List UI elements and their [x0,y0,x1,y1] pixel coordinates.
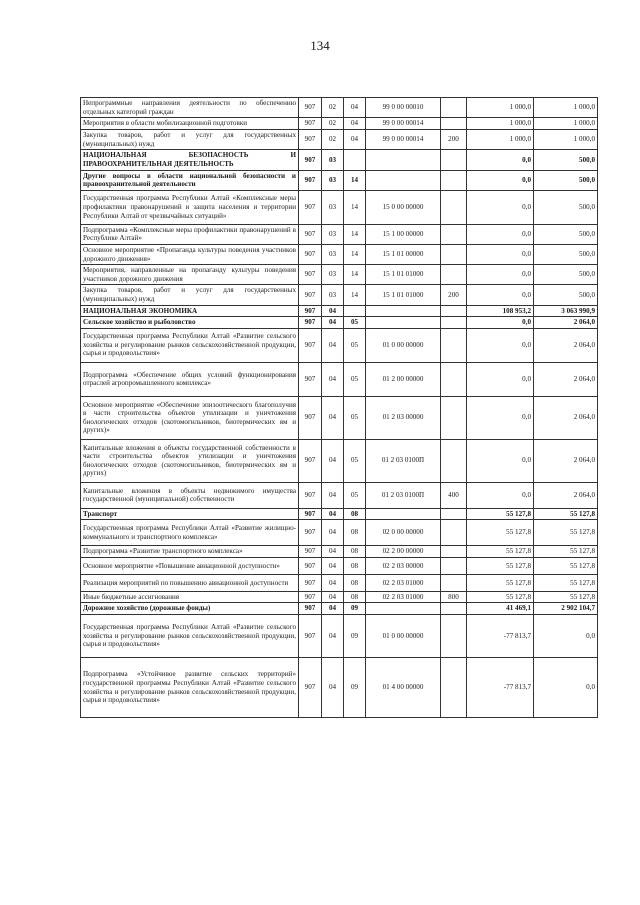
row-sum-2: 2 902 104,7 [534,603,598,615]
row-rz: 04 [322,546,344,558]
row-pr: 04 [344,98,366,118]
row-sum-1: -77 813,7 [467,615,534,658]
table-row [81,362,598,396]
row-sum-1: 1 000,0 [467,98,534,118]
row-csr: 01 0 00 00000 [366,328,441,362]
row-grbs: 907 [299,439,322,482]
row-name: Мероприятия, направленные на пропаганду культуры поведения участников дорожного движения [81,265,299,285]
row-sum-1: 0,0 [467,285,534,305]
row-pr: 09 [344,603,366,615]
row-csr: 99 0 00 00014 [366,118,441,130]
row-pr: 04 [344,130,366,150]
row-vr [441,546,467,558]
row-csr: 02 0 00 00000 [366,520,441,546]
row-sum-1: 55 127,8 [467,508,534,520]
row-csr [366,170,441,190]
row-sum-1: 0,0 [467,190,534,224]
table-row [81,658,598,718]
row-csr: 99 0 00 00010 [366,98,441,118]
row-csr: 01 0 00 00000 [366,615,441,658]
budget-table [80,97,598,718]
table-row [81,482,598,508]
row-vr [441,150,467,170]
table-row [81,508,598,520]
row-vr [441,328,467,362]
row-pr: 05 [344,396,366,439]
row-csr: 15 1 01 01000 [366,285,441,305]
row-sum-2: 55 127,8 [534,508,598,520]
row-vr [441,305,467,317]
row-csr: 02 2 03 01000 [366,574,441,591]
row-sum-2: 500,0 [534,170,598,190]
row-vr: 200 [441,130,467,150]
row-rz: 04 [322,508,344,520]
table-row [81,244,598,264]
row-rz: 02 [322,130,344,150]
row-sum-2: 2 064,0 [534,482,598,508]
row-pr: 14 [344,285,366,305]
row-grbs: 907 [299,118,322,130]
row-sum-2: 3 063 990,9 [534,305,598,317]
page-number: 134 [310,38,330,53]
row-name: Основное мероприятие «Пропаганда культуры поведения участников дорожного движения» [81,244,299,264]
row-csr: 15 1 00 00000 [366,224,441,244]
row-rz: 03 [322,244,344,264]
row-grbs: 907 [299,244,322,264]
row-sum-2: 500,0 [534,285,598,305]
table-row [81,520,598,546]
row-vr [441,317,467,329]
row-pr: 05 [344,328,366,362]
row-rz: 04 [322,396,344,439]
row-vr [441,224,467,244]
row-name: Сельское хозяйство и рыболовство [81,317,299,329]
table-row [81,574,598,591]
row-csr: 01 4 00 00000 [366,658,441,718]
row-sum-1: 0,0 [467,482,534,508]
table-row [81,285,598,305]
row-csr: 15 1 01 00000 [366,244,441,264]
row-name: Основное мероприятие «Повышение авиационной доступности» [81,557,299,574]
table-row [81,546,598,558]
row-sum-1: 108 953,2 [467,305,534,317]
row-pr: 14 [344,224,366,244]
row-vr: 400 [441,482,467,508]
row-grbs: 907 [299,170,322,190]
row-grbs: 907 [299,508,322,520]
row-vr [441,265,467,285]
row-pr: 05 [344,482,366,508]
row-pr: 08 [344,557,366,574]
row-rz: 03 [322,170,344,190]
row-sum-1: -77 813,7 [467,658,534,718]
row-sum-1: 55 127,8 [467,546,534,558]
row-name: Непрограммные направления деятельности по обеспечению отдельных категорий граждан [81,98,299,118]
row-name: НАЦИОНАЛЬНАЯ БЕЗОПАСНОСТЬ И ПРАВООХРАНИТЕЛЬНАЯ ДЕЯТЕЛЬНОСТЬ [81,150,299,170]
row-name: Основное мероприятие «Обеспечение эпизоотического благополучия в части строительства объектов утилизации и уничтожения биологических отходов (скотомогильников, биотермических ям и других)» [81,396,299,439]
row-rz: 04 [322,574,344,591]
row-vr [441,520,467,546]
row-sum-2: 2 064,0 [534,439,598,482]
row-name: Дорожное хозяйство (дорожные фонды) [81,603,299,615]
row-csr [366,317,441,329]
row-sum-1: 0,0 [467,362,534,396]
row-rz: 03 [322,190,344,224]
table-row [81,557,598,574]
row-name: Государственная программа Республики Алтай «Развитие сельского хозяйства и регулирование рынков сельскохозяйственной продукции, сырья и продовольствия» [81,328,299,362]
row-vr [441,557,467,574]
row-csr: 02 2 03 01000 [366,591,441,603]
row-sum-1: 55 127,8 [467,591,534,603]
row-csr: 02 2 03 00000 [366,557,441,574]
row-grbs: 907 [299,574,322,591]
row-vr [441,603,467,615]
row-csr: 02 2 00 00000 [366,546,441,558]
row-csr: 01 2 03 0100П [366,439,441,482]
row-name: Иные бюджетные ассигнования [81,591,299,603]
row-pr: 08 [344,574,366,591]
row-rz: 04 [322,615,344,658]
row-sum-1: 41 469,1 [467,603,534,615]
row-sum-2: 55 127,8 [534,557,598,574]
row-sum-1: 0,0 [467,224,534,244]
row-rz: 04 [322,603,344,615]
row-sum-1: 0,0 [467,170,534,190]
row-vr [441,118,467,130]
row-pr: 09 [344,615,366,658]
row-name: Транспорт [81,508,299,520]
row-pr [344,305,366,317]
row-sum-1: 55 127,8 [467,574,534,591]
row-grbs: 907 [299,150,322,170]
row-vr: 200 [441,285,467,305]
row-grbs: 907 [299,265,322,285]
row-vr [441,658,467,718]
row-grbs: 907 [299,362,322,396]
row-sum-2: 55 127,8 [534,591,598,603]
row-vr [441,98,467,118]
row-pr: 08 [344,546,366,558]
row-pr: 14 [344,170,366,190]
row-grbs: 907 [299,130,322,150]
row-pr: 05 [344,362,366,396]
row-sum-2: 2 064,0 [534,317,598,329]
row-rz: 03 [322,265,344,285]
row-sum-1: 0,0 [467,150,534,170]
row-rz: 03 [322,285,344,305]
row-sum-2: 2 064,0 [534,362,598,396]
row-grbs: 907 [299,603,322,615]
row-name: Закупка товаров, работ и услуг для государственных (муниципальных) нужд [81,285,299,305]
row-name: Государственная программа Республики Алтай «Комплексные меры профилактики правонарушений и защита населения и территории Республики Алтай от чрезвычайных ситуаций» [81,190,299,224]
row-sum-1: 1 000,0 [467,118,534,130]
row-name: Другие вопросы в области национальной безопасности и правоохранительной деятельности [81,170,299,190]
row-rz: 04 [322,317,344,329]
row-vr [441,508,467,520]
row-rz: 04 [322,591,344,603]
row-name: Подпрограмма «Обеспечение общих условий функционирования отраслей агропромышленного комплекса» [81,362,299,396]
row-name: НАЦИОНАЛЬНАЯ ЭКОНОМИКА [81,305,299,317]
row-pr: 05 [344,439,366,482]
row-sum-2: 500,0 [534,224,598,244]
row-grbs: 907 [299,658,322,718]
row-rz: 03 [322,224,344,244]
row-name: Государственная программа Республики Алтай «Развитие сельского хозяйства и регулирование рынков сельскохозяйственной продукции, сырья и продовольствия» [81,615,299,658]
row-pr [344,150,366,170]
row-vr [441,362,467,396]
row-name: Подпрограмма «Развитие транспортного комплекса» [81,546,299,558]
row-pr: 05 [344,317,366,329]
row-sum-1: 0,0 [467,396,534,439]
table-row [81,190,598,224]
row-csr [366,150,441,170]
row-grbs: 907 [299,482,322,508]
row-sum-2: 2 064,0 [534,328,598,362]
row-vr [441,439,467,482]
row-pr: 14 [344,190,366,224]
row-pr: 08 [344,591,366,603]
row-rz: 04 [322,557,344,574]
row-name: Подпрограмма «Комплексные меры профилактики правонарушений в Республике Алтай» [81,224,299,244]
table-row [81,615,598,658]
row-sum-2: 500,0 [534,244,598,264]
row-name: Реализация мероприятий по повышению авиационной доступности [81,574,299,591]
row-grbs: 907 [299,520,322,546]
table-row [81,317,598,329]
row-sum-2: 500,0 [534,150,598,170]
row-grbs: 907 [299,224,322,244]
row-sum-2: 55 127,8 [534,546,598,558]
row-rz: 04 [322,658,344,718]
row-vr [441,190,467,224]
row-pr: 14 [344,265,366,285]
row-grbs: 907 [299,546,322,558]
row-csr [366,603,441,615]
row-csr: 99 0 00 00014 [366,130,441,150]
row-csr [366,508,441,520]
row-sum-1: 0,0 [467,328,534,362]
table-row [81,396,598,439]
row-grbs: 907 [299,190,322,224]
table-row [81,150,598,170]
table-row [81,130,598,150]
row-grbs: 907 [299,98,322,118]
table-row [81,591,598,603]
row-sum-1: 55 127,8 [467,557,534,574]
row-sum-2: 0,0 [534,615,598,658]
table-row [81,305,598,317]
row-csr: 15 0 00 00000 [366,190,441,224]
row-sum-1: 1 000,0 [467,130,534,150]
row-vr [441,615,467,658]
row-sum-2: 2 064,0 [534,396,598,439]
row-pr: 14 [344,244,366,264]
row-pr: 09 [344,658,366,718]
row-name: Мероприятия в области мобилизационной подготовки [81,118,299,130]
table-row [81,118,598,130]
row-grbs: 907 [299,328,322,362]
row-name: Подпрограмма «Устойчивое развитие сельских территорий» государственной программы Республики Алтай «Развитие сельского хозяйства и регулирование рынков сельскохозяйственной продукции, сырья и продовольствия» [81,658,299,718]
row-sum-2: 55 127,8 [534,520,598,546]
row-sum-1: 0,0 [467,244,534,264]
table-row [81,170,598,190]
row-rz: 04 [322,439,344,482]
row-pr: 08 [344,508,366,520]
table-row [81,439,598,482]
row-sum-2: 500,0 [534,265,598,285]
row-rz: 03 [322,150,344,170]
row-name: Закупка товаров, работ и услуг для государственных (муниципальных) нужд [81,130,299,150]
row-rz: 04 [322,328,344,362]
row-csr [366,305,441,317]
row-sum-1: 0,0 [467,265,534,285]
row-rz: 02 [322,98,344,118]
table-row [81,98,598,118]
row-rz: 04 [322,362,344,396]
row-csr: 01 2 03 00000 [366,396,441,439]
row-csr: 15 1 01 01000 [366,265,441,285]
row-sum-1: 0,0 [467,317,534,329]
table-row [81,224,598,244]
row-sum-1: 55 127,8 [467,520,534,546]
row-csr: 01 2 00 00000 [366,362,441,396]
row-name: Капитальные вложения в объекты государственной собственности в части строительства объектов утилизации и уничтожения биологических отходов (скотомогильников, биотермических ям и других) [81,439,299,482]
row-grbs: 907 [299,557,322,574]
row-grbs: 907 [299,285,322,305]
table-row [81,603,598,615]
row-sum-2: 55 127,8 [534,574,598,591]
row-name: Капитальные вложения в объекты недвижимого имущества государственной (муниципальной) собственности [81,482,299,508]
row-sum-2: 0,0 [534,658,598,718]
row-sum-2: 1 000,0 [534,118,598,130]
row-pr: 04 [344,118,366,130]
row-vr: 800 [441,591,467,603]
row-sum-2: 500,0 [534,190,598,224]
row-rz: 04 [322,520,344,546]
row-name: Государственная программа Республики Алтай «Развитие жилищно-коммунального и транспортного комплекса» [81,520,299,546]
row-vr [441,396,467,439]
row-csr: 01 2 03 0100П [366,482,441,508]
row-rz: 02 [322,118,344,130]
row-grbs: 907 [299,305,322,317]
row-sum-2: 1 000,0 [534,130,598,150]
row-vr [441,170,467,190]
row-grbs: 907 [299,615,322,658]
row-sum-1: 0,0 [467,439,534,482]
row-sum-2: 1 000,0 [534,98,598,118]
row-rz: 04 [322,305,344,317]
row-vr [441,244,467,264]
row-pr: 08 [344,520,366,546]
row-rz: 04 [322,482,344,508]
table-row [81,265,598,285]
row-grbs: 907 [299,396,322,439]
row-grbs: 907 [299,317,322,329]
table-row [81,328,598,362]
row-grbs: 907 [299,591,322,603]
row-vr [441,574,467,591]
